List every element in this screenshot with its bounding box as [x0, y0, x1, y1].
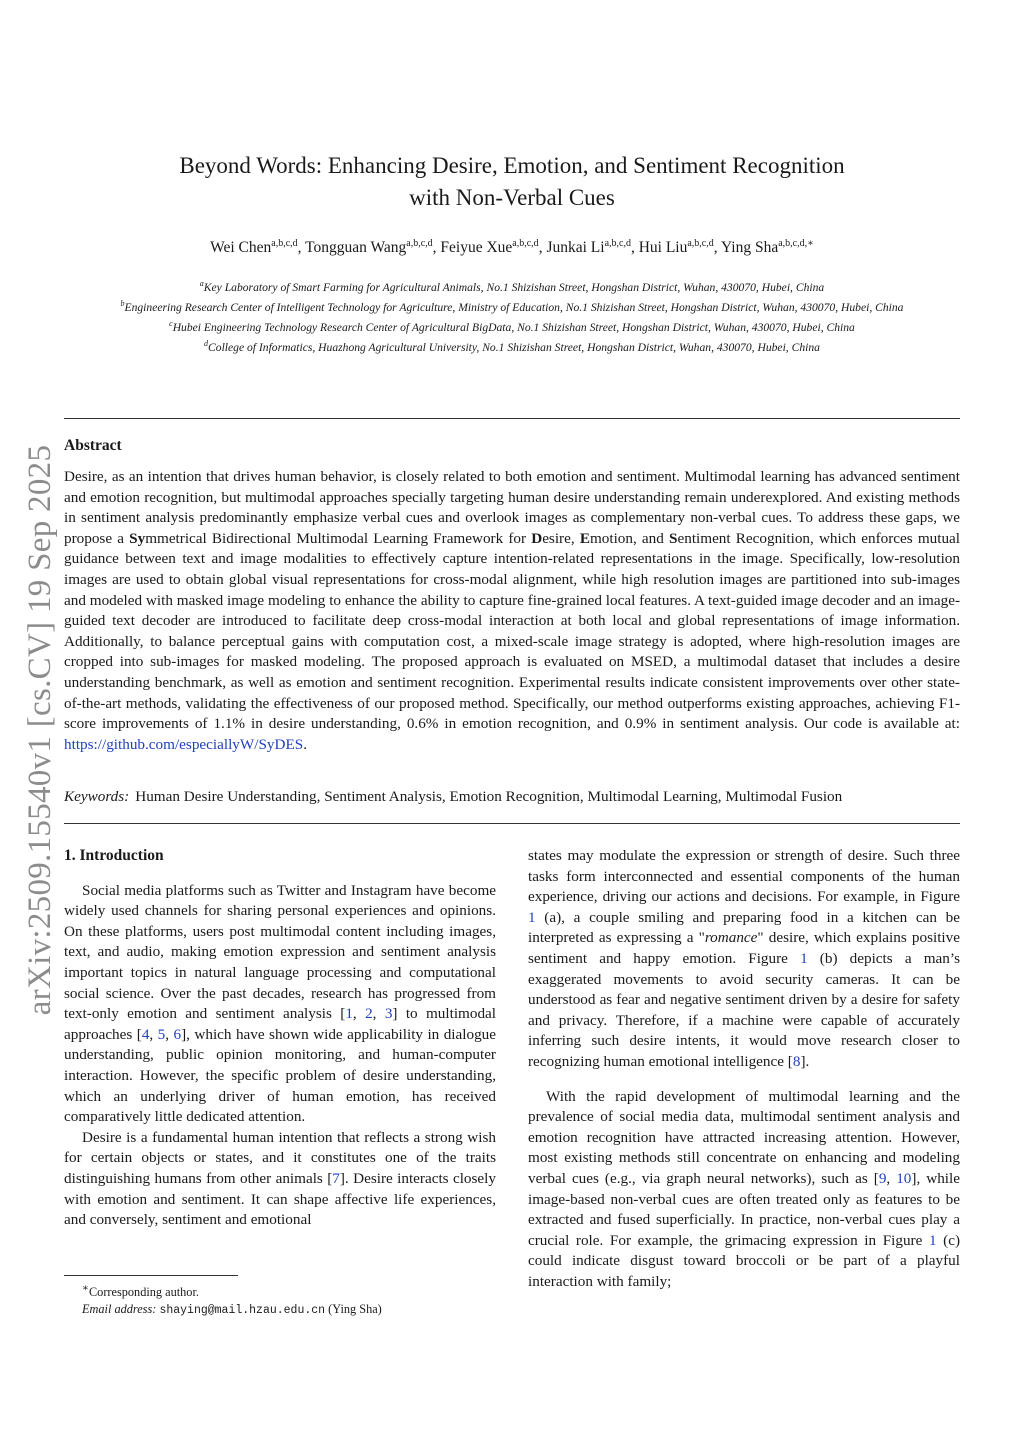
footnote-rule: [64, 1275, 238, 1276]
citation-link[interactable]: 6: [173, 1025, 182, 1043]
affiliation: $^c$Hubei Engineering Technology Research Center of Agricultural BigData, No.1 Shizishan Street, Hongshan District, Wuhan, 430070, Hubei, China: [169, 319, 855, 335]
figure-link[interactable]: 1: [528, 908, 536, 926]
citation-link[interactable]: 8: [792, 1052, 801, 1070]
footnote: [64, 1280, 504, 1319]
paper-title: [0, 150, 1024, 214]
divider: [64, 823, 960, 824]
footnote-corresponding: ∗Corresponding author.: [82, 1283, 199, 1300]
title-line-1: Beyond Words: Enhancing Desire, Emotion, and Sentiment Recognition: [179, 153, 845, 178]
keywords: [64, 788, 960, 806]
author: Tongguan Wang$^{a,b,c,d}$,: [305, 238, 441, 257]
author: Junkai Li$^{a,b,c,d}$,: [546, 238, 639, 257]
divider: [64, 418, 960, 419]
author-list: [0, 238, 1024, 257]
author: Hui Liu$^{a,b,c,d}$,: [638, 238, 721, 257]
email-address[interactable]: shaying@mail.hzau.edu.cn: [159, 1304, 326, 1318]
affiliation: $^b$Engineering Research Center of Intelligent Technology for Agriculture, Ministry of Education, No.1 Shizishan Street, Hongshan District, Wuhan, 430070, Hubei, China: [120, 299, 904, 315]
citation-link[interactable]: 1: [345, 1005, 353, 1023]
paragraph: Desire is a fundamental human intention that reflects a strong wish for certain objects or states, and it constitutes one of the traits distinguishing humans from other animals [7]. Desire interacts closely with emotion and sentiment. It can shape affective life experiences, and conversely, sentiment and emotional: [64, 1128, 496, 1229]
affiliations: [80, 276, 944, 357]
section-heading: 1. Introduction: [64, 847, 164, 864]
arxiv-stamp: arXiv:2509.15540v1 [cs.CV] 19 Sep 2025: [22, 444, 58, 1016]
affiliation: $^a$Key Laboratory of Smart Farming for Agricultural Animals, No.1 Shizishan Street, Hongshan District, Wuhan, 430070, Hubei, China: [199, 279, 825, 294]
citation-link[interactable]: 3: [384, 1005, 393, 1023]
title-line-2: with Non-Verbal Cues: [409, 185, 615, 210]
abstract-body: Desire, as an intention that drives human behavior, is closely related to both emotion and sentiment. Multimodal learning has advanced sentiment and emotion recognition, but multimodal approaches specially targeting human desire understanding remain underexplored. And existing methods in sentiment analysis predominantly emphasize verbal cues and overlook images as complementary non-verbal cues. To address these gaps, we propose a Symmetrical Bidirectional Multimodal Learning Framework for Desire, Emotion, and Sentiment Recognition, which enforces mutual guidance between text and image modalities to effectively capture intention-related representations in the image. Specifically, low-resolution images are used to obtain global visual representations for cross-modal alignment, while high resolution images are partitioned into sub-images and modeled with masked image modeling to enhance the ability to capture fine-grained local features. A text-guided image decoder and an image-guided text decoder are introduced to facilitate deep cross-modal interaction at both local and global representations of image information. Additionally, to balance perceptual gains with computation cost, a mixed-scale image strategy is adopted, where high-resolution images are cropped into sub-images for masked modeling. The proposed approach is evaluated on MSED, a multimodal dataset that includes a desire understanding benchmark, as well as emotion and sentiment recognition. Experimental results indicate consistent improvements over other state-of-the-art methods, validating the effectiveness of our proposed method. Specifically, our method outperforms existing approaches, achieving F1-score improvements of 1.1% in desire understanding, 0.6% in emotion recognition, and 0.9% in sentiment analysis. Our code is available at: https://github.com/especiallyW/SyDES.: [64, 468, 961, 753]
keywords-label: Keywords:: [64, 788, 130, 805]
paragraph: With the rapid development of multimodal learning and the prevalence of social media data, multimodal sentiment analysis and emotion recognition have attracted increasing attention. However, most existing methods still concentrate on enhancing and modeling verbal cues (e.g., via graph neural networks), such as [9, 10], while image-based non-verbal cues are often treated only as features to be extracted and fused superficially. In practice, non-verbal cues play a crucial role. For example, the grimacing expression in Figure 1 (c) could indicate disgust toward broccoli or be part of a playful interaction with family;: [528, 1087, 960, 1290]
paragraph: states may modulate the expression or strength of desire. Such three tasks form interconnected and essential components of the human experience, driving our actions and decisions. For example, in Figure 1 (a), a couple smiling and preparing food in a kitchen can be interpreted as expressing a "romance" desire, which explains positive sentiment and happy emotion. Figure 1 (b) depicts a man’s exaggerated movements to avoid security cameras. It can be understood as fear and negative sentiment driven by a desire for safety and privacy. Therefore, if a machine were capable of accurately inferring such desire intents, it would move research closer to recognizing human emotional intelligence [8].: [528, 847, 960, 1070]
column-left: [64, 846, 496, 1231]
affiliation: $^d$College of Informatics, Huazhong Agricultural University, No.1 Shizishan Street, Hongshan District, Wuhan, 430070, Hubei, China: [204, 339, 820, 355]
citation-link[interactable]: 10: [896, 1169, 912, 1187]
figure-link[interactable]: 1: [800, 949, 808, 967]
abstract-heading: Abstract: [64, 437, 122, 454]
author: Wei Chen$^{a,b,c,d}$,: [210, 238, 306, 257]
paragraph: Social media platforms such as Twitter and Instagram have become widely used channels for sharing personal experiences and opinions. On these platforms, users post multimodal content including images, text, and audio, making emotion expression and sentiment analysis important topics in natural language processing and computational social science. Over the past decades, research has progressed from text-only emotion and sentiment analysis [1, 2, 3] to multimodal approaches [4, 5, 6], which have shown wide applicability in dialogue understanding, public opinion monitoring, and human-computer interaction. However, the specific problem of desire understanding, which an underlying driver of human emotion, has received comparatively little dedicated attention.: [64, 881, 497, 1126]
citation-link[interactable]: 7: [332, 1169, 340, 1187]
column-right: [528, 846, 960, 1292]
author: Ying Sha$^{a,b,c,d,∗}$: [720, 238, 814, 257]
author: Feiyue Xue$^{a,b,c,d}$,: [440, 238, 547, 257]
citation-link[interactable]: 2: [365, 1005, 373, 1023]
citation-link[interactable]: 4: [141, 1025, 150, 1043]
citation-link[interactable]: 9: [878, 1169, 887, 1187]
code-link[interactable]: https://github.com/especiallyW/SyDES: [64, 735, 304, 753]
footnote-email: Email address: shaying@mail.hzau.edu.cn (Ying Sha): [82, 1302, 382, 1318]
figure-link[interactable]: 1: [928, 1231, 937, 1249]
citation-link[interactable]: 5: [157, 1025, 166, 1043]
keywords-text: Human Desire Understanding, Sentiment Analysis, Emotion Recognition, Multimodal Learning, Multimodal Fusion: [135, 788, 843, 805]
